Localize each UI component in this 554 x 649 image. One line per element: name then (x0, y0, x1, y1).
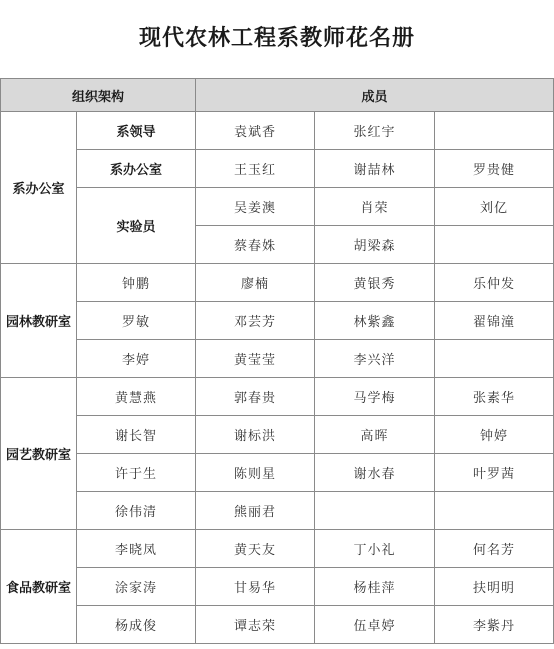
member-cell: 胡梁森 (315, 226, 435, 264)
member-cell: 郭春贵 (196, 378, 315, 416)
member-cell: 何名芳 (435, 530, 554, 568)
member-cell: 高晖 (315, 416, 435, 454)
member-cell: 李婷 (77, 340, 196, 378)
member-cell: 谢标洪 (196, 416, 315, 454)
member-cell: 吴姜澳 (196, 188, 315, 226)
dept-office: 系办公室 (1, 112, 77, 264)
member-cell: 翟锦潼 (435, 302, 554, 340)
table-row (1, 454, 554, 492)
member-cell: 王玉红 (196, 150, 315, 188)
table-row (1, 188, 554, 226)
member-cell: 谢喆林 (315, 150, 435, 188)
dept-horti: 园艺教研室 (1, 378, 77, 530)
member-cell: 谢水春 (315, 454, 435, 492)
member-cell: 叶罗茜 (435, 454, 554, 492)
member-cell: 张素华 (435, 378, 554, 416)
table-row (1, 416, 554, 454)
member-cell: 黄莹莹 (196, 340, 315, 378)
member-cell: 扶明明 (435, 568, 554, 606)
member-cell: 马学梅 (315, 378, 435, 416)
member-cell: 罗贵健 (435, 150, 554, 188)
member-cell: 袁斌香 (196, 112, 315, 150)
member-cell: 刘亿 (435, 188, 554, 226)
member-cell (435, 492, 554, 530)
member-cell: 谭志荣 (196, 606, 315, 644)
dept-food: 食品教研室 (1, 530, 77, 644)
member-cell: 钟婷 (435, 416, 554, 454)
header-row (1, 79, 554, 112)
member-cell: 李晓凤 (77, 530, 196, 568)
table-row (1, 302, 554, 340)
member-cell: 罗敏 (77, 302, 196, 340)
member-cell (435, 112, 554, 150)
table-row (1, 378, 554, 416)
table-row (1, 530, 554, 568)
dept-garden: 园林教研室 (1, 264, 77, 378)
member-cell: 林紫鑫 (315, 302, 435, 340)
member-cell: 甘易华 (196, 568, 315, 606)
member-cell: 陈则星 (196, 454, 315, 492)
table-row (1, 264, 554, 302)
member-cell: 黄银秀 (315, 264, 435, 302)
member-cell: 徐伟清 (77, 492, 196, 530)
sub-leaders: 系领导 (77, 112, 196, 150)
member-cell: 邓芸芳 (196, 302, 315, 340)
member-cell: 乐仲发 (435, 264, 554, 302)
table-row (1, 150, 554, 188)
member-cell (435, 340, 554, 378)
member-cell: 钟鹏 (77, 264, 196, 302)
table-row (1, 340, 554, 378)
member-cell: 伍卓婷 (315, 606, 435, 644)
member-cell: 熊丽君 (196, 492, 315, 530)
table-row (1, 492, 554, 530)
member-cell: 黄天友 (196, 530, 315, 568)
table-row (1, 112, 554, 150)
member-cell: 张红宇 (315, 112, 435, 150)
sub-lab: 实验员 (77, 188, 196, 264)
member-cell: 黄慧燕 (77, 378, 196, 416)
member-cell: 李兴洋 (315, 340, 435, 378)
table-row (1, 606, 554, 644)
member-cell: 涂家涛 (77, 568, 196, 606)
page-title: 现代农林工程系教师花名册 (138, 26, 415, 51)
member-cell: 廖楠 (196, 264, 315, 302)
member-cell: 杨成俊 (77, 606, 196, 644)
sub-admin: 系办公室 (77, 150, 196, 188)
table-row (1, 568, 554, 606)
member-cell: 李紫丹 (435, 606, 554, 644)
member-cell: 肖荣 (315, 188, 435, 226)
header-org: 组织架构 (1, 79, 196, 112)
header-members: 成员 (196, 79, 554, 112)
member-cell: 许于生 (77, 454, 196, 492)
roster-table (0, 78, 554, 644)
member-cell: 谢长智 (77, 416, 196, 454)
member-cell (315, 492, 435, 530)
member-cell (435, 226, 554, 264)
member-cell: 蔡春姝 (196, 226, 315, 264)
member-cell: 杨桂萍 (315, 568, 435, 606)
member-cell: 丁小礼 (315, 530, 435, 568)
